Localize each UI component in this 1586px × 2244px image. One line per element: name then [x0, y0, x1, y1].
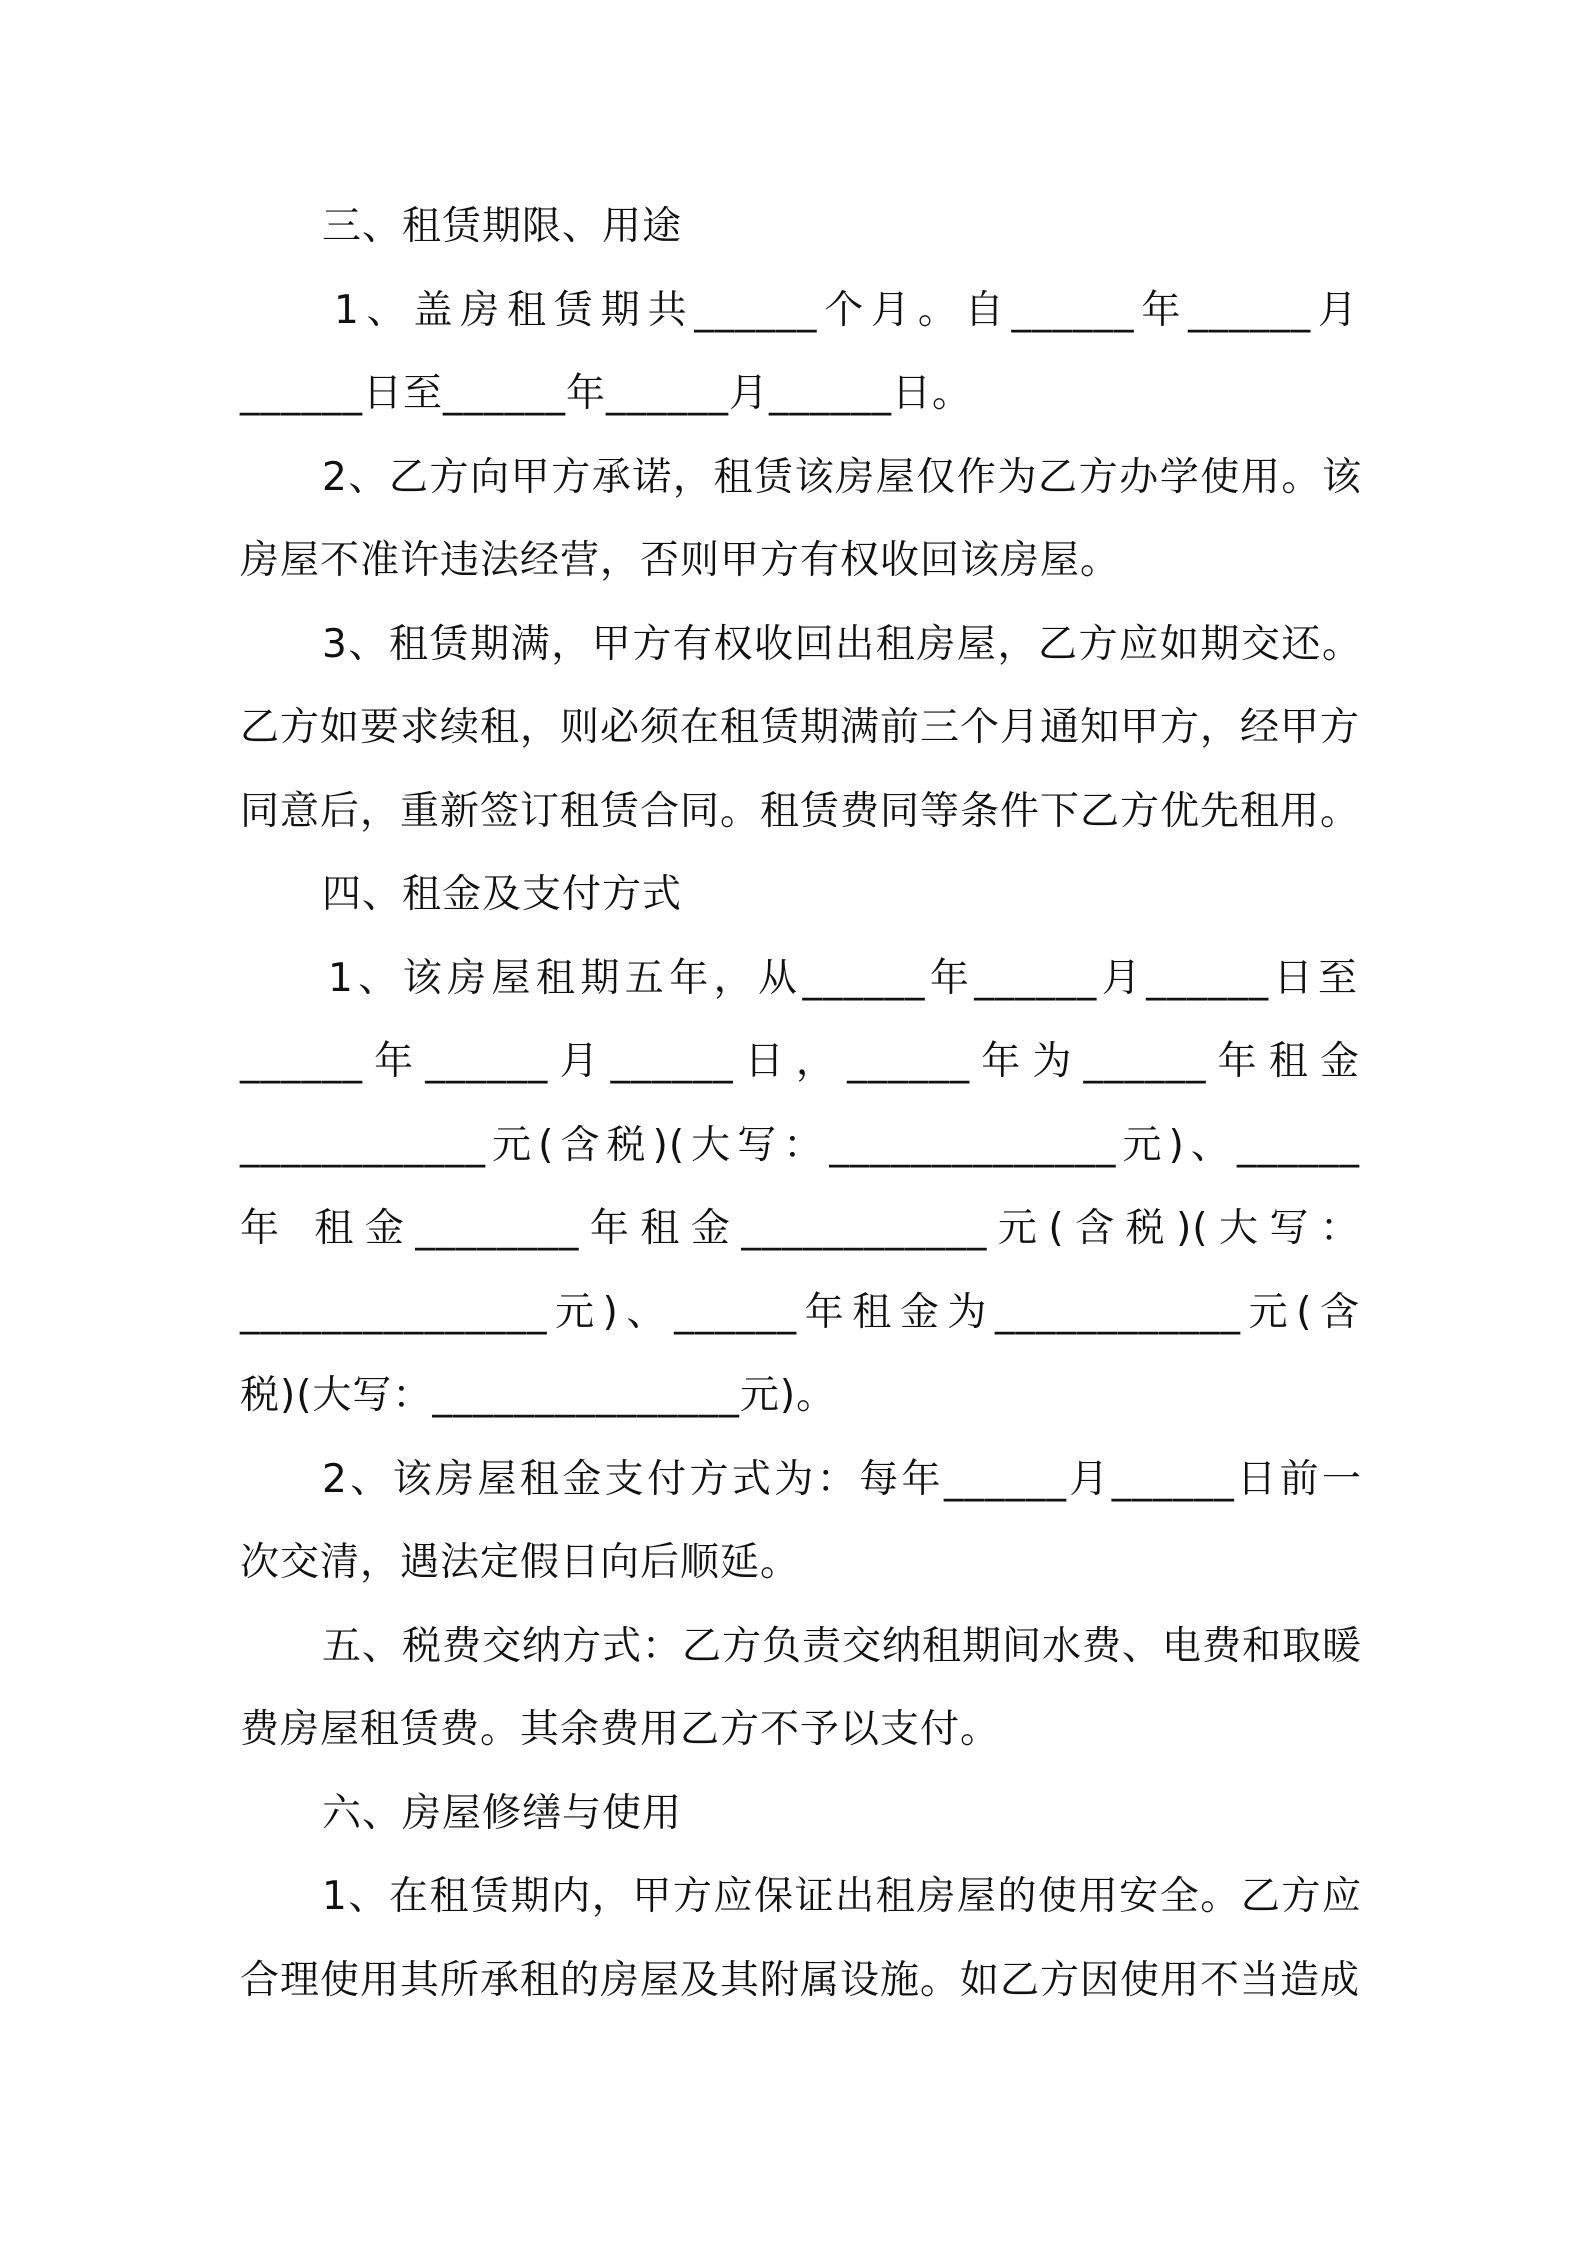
clause-4-2-line-2: 次交清，遇法定假日向后顺延。: [240, 1540, 801, 1585]
clause-3-3-line-2: 乙方如要求续租，则必须在租赁期满前三个月通知甲方，经甲方: [240, 705, 1361, 750]
clause-4-1-line-4: 年 租金________年租金____________元(含税)(大写：: [240, 1206, 1360, 1251]
section-5-line-1: 五、税费交纳方式：乙方负责交纳租期间水费、电费和取暖: [322, 1624, 1363, 1669]
clause-4-1-line-6: 税)(大写：_______________元)。: [240, 1373, 837, 1418]
clause-6-1-line-2: 合理使用其所承租的房屋及其附属设施。如乙方因使用不当造成: [240, 1958, 1361, 2003]
clause-3-2-line-1: 2、乙方向甲方承诺，租赁该房屋仅作为乙方办学使用。该: [322, 455, 1362, 500]
clause-3-3-line-1: 3、租赁期满，甲方有权收回出租房屋，乙方应如期交还。: [322, 622, 1362, 667]
section-heading-repair-use: 六、房屋修缮与使用: [322, 1791, 683, 1836]
clause-3-1-line-2: ______日至______年______月______日。: [240, 371, 973, 416]
section-heading-lease-term: 三、租赁期限、用途: [322, 204, 683, 249]
clause-4-1-line-2: ______年______月______日，______年为______年租金: [240, 1039, 1360, 1084]
clause-6-1-line-1: 1、在租赁期内，甲方应保证出租房屋的使用安全。乙方应: [322, 1874, 1362, 1919]
clause-4-1-line-5: _______________元)、______年租金为____________元(含: [240, 1290, 1360, 1335]
clause-4-1-line-3: ____________元(含税)(大写：______________元)、______: [240, 1123, 1360, 1168]
clause-3-2-line-2: 房屋不准许违法经营，否则甲方有权收回该房屋。: [240, 538, 1121, 583]
section-5-line-2: 费房屋租赁费。其余费用乙方不予以支付。: [240, 1707, 1001, 1752]
clause-4-1-line-1: 1、该房屋租期五年，从______年______月______日至: [328, 956, 1358, 1001]
section-heading-rent-payment: 四、租金及支付方式: [322, 872, 683, 917]
clause-4-2-line-1: 2、该房屋租金支付方式为：每年______月______日前一: [322, 1457, 1362, 1502]
clause-3-3-line-3: 同意后，重新签订租赁合同。租赁费同等条件下乙方优先租用。: [240, 789, 1361, 834]
clause-3-1-line-1: 1、盖房租赁期共______个月。自______年______月: [334, 288, 1358, 333]
